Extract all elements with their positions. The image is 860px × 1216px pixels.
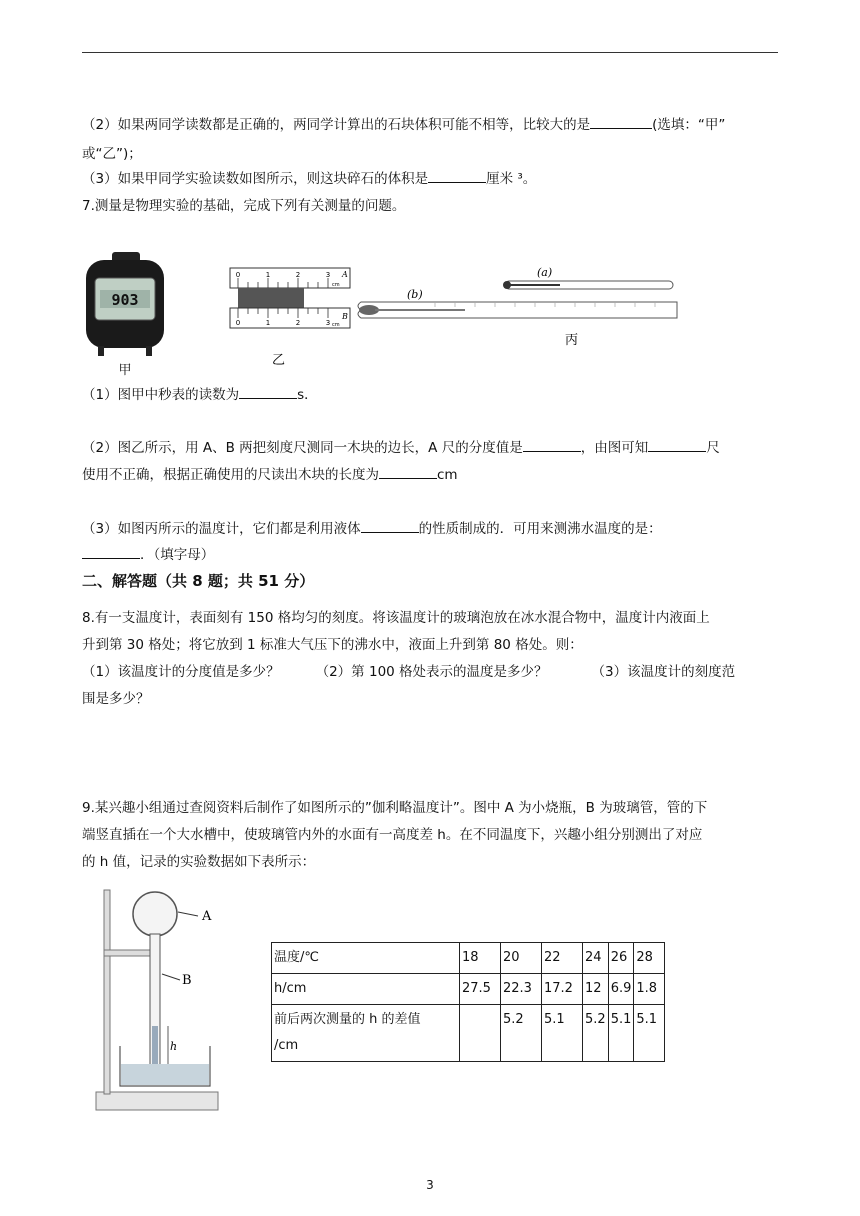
header-rule [82, 52, 778, 53]
label-a: A [202, 909, 212, 924]
q7-stem: 7.测量是物理实验的基础，完成下列有关测量的问题。 [82, 198, 406, 214]
section-heading: 二、解答题（共 8 题；共 51 分） [82, 572, 315, 590]
table-cell: 1.8 [634, 974, 665, 1005]
flask-a [133, 892, 177, 936]
q7-part3-line1: （3）如图丙所示的温度计，它们都是利用液体 的性质制成的．可用来测沸水温度的是： [82, 518, 662, 539]
table-cell: 18 [460, 943, 501, 974]
q8-line1: 8.有一支温度计，表面刻有 150 格均匀的刻度。将该温度计的玻璃泡放在冰水混合物中，温度计内液面上 [82, 610, 710, 626]
wood-block [238, 288, 304, 308]
ruler-figure [228, 266, 358, 376]
table-cell: 5.1 [634, 1005, 665, 1062]
table-cell: 6.9 [608, 974, 634, 1005]
answer-blank[interactable] [590, 114, 652, 129]
galileo-thermometer-figure [92, 886, 227, 1116]
q7-part2-line2: 使用不正确，根据正确使用的尺读出木块的长度为 cm [82, 464, 458, 485]
figure-label-yi: 乙 [272, 353, 286, 368]
answer-blank[interactable] [648, 437, 706, 452]
q8-sub3-cont: 围是多少？ [82, 691, 150, 707]
q8-line2: 升到第 30 格处；将它放到 1 标准大气压下的沸水中，液面上升到第 80 格处。则： [82, 637, 583, 653]
table-cell [460, 1005, 501, 1062]
table-header-cell: h/cm [272, 974, 460, 1005]
answer-blank[interactable] [82, 544, 140, 559]
ruler-tick-label: 0 [235, 271, 241, 279]
table-cell: 22 [542, 943, 583, 974]
table-cell: 27.5 [460, 974, 501, 1005]
table-cell: 17.2 [542, 974, 583, 1005]
ruler-b-label: B [342, 312, 348, 321]
ruler-tick-label: 2 [295, 319, 301, 327]
ruler-unit: cm [332, 322, 340, 328]
table-row [272, 974, 665, 1005]
q9-line2: 端竖直插在一个大水槽中，使玻璃管内外的水面有一高度差 h。在不同温度下，兴趣小组分别测出了对应 [82, 827, 703, 843]
ruler-tick-label: 3 [325, 271, 331, 279]
table-cell: 24 [583, 943, 609, 974]
q9-line3: 的 h 值，记录的实验数据如下表所示： [82, 854, 316, 870]
q8-sub2: （2）第 100 格处表示的温度是多少？ [315, 664, 548, 680]
table-row [272, 1005, 665, 1062]
q6-part2-line2: 或“乙”)； [82, 146, 142, 162]
thermometer-a-label: (a) [537, 266, 553, 279]
stopwatch-leg-left [98, 346, 104, 356]
table-cell: 12 [583, 974, 609, 1005]
table-cell: 5.2 [583, 1005, 609, 1062]
table-header-cell: 温度/℃ [272, 943, 460, 974]
stopwatch-figure [82, 250, 172, 380]
q7-part2-line1: （2）图乙所示，用 A、B 两把刻度尺测同一木块的边长，A 尺的分度值是 ，由图可知 尺 [82, 437, 720, 458]
q8-sub3: （3）该温度计的刻度范 [591, 664, 736, 680]
stopwatch-display: 903 [111, 291, 139, 309]
data-table [271, 942, 665, 1062]
ruler-tick-label: 2 [295, 271, 301, 279]
table-cell: 5.1 [542, 1005, 583, 1062]
q6-part2-line1: （2）如果两同学读数都是正确的，两同学计算出的石块体积可能不相等，比较大的是 (选填：“甲” [82, 114, 725, 135]
q8-sub1: （1）该温度计的分度值是多少？ [82, 664, 280, 680]
q7-part1: （1）图甲中秒表的读数为 s． [82, 384, 318, 405]
answer-blank[interactable] [523, 437, 581, 452]
answer-blank[interactable] [239, 384, 297, 399]
base [96, 1092, 218, 1110]
table-row [272, 943, 665, 974]
q6-part3: （3）如果甲同学实验读数如图所示，则这块碎石的体积是 厘米 ³。 [82, 168, 536, 189]
ruler-tick-label: 3 [325, 319, 331, 327]
ruler-unit: cm [332, 282, 340, 288]
table-cell: 20 [501, 943, 542, 974]
table-cell: 28 [634, 943, 665, 974]
answer-blank[interactable] [379, 464, 437, 479]
q7-part3-line2: ．（填字母） [82, 544, 214, 565]
stand-rod [104, 890, 110, 1094]
table-cell: 22.3 [501, 974, 542, 1005]
stopwatch-leg-right [146, 346, 152, 356]
table-cell: 5.1 [608, 1005, 634, 1062]
table-cell: 5.2 [501, 1005, 542, 1062]
ruler-a-label: A [342, 270, 348, 279]
h-label: h [170, 1040, 178, 1053]
figure-label-bing: 丙 [565, 333, 579, 348]
label-b: B [182, 973, 192, 988]
ruler-tick-label: 0 [235, 319, 241, 327]
tank-water [121, 1064, 209, 1085]
table-cell: 26 [608, 943, 634, 974]
q9-line1: 9.某兴趣小组通过查阅资料后制作了如图所示的”伽利略温度计”。图中 A 为小烧瓶，B 为玻璃管，管的下 [82, 800, 708, 816]
leader-b [162, 974, 180, 980]
leader-a [178, 912, 198, 916]
figure-label-jia: 甲 [118, 363, 132, 378]
thermometer-figure [355, 262, 680, 352]
tube-water [152, 1026, 158, 1068]
page-number: 3 [426, 1178, 434, 1192]
answer-blank[interactable] [361, 518, 419, 533]
table-header-cell: 前后两次测量的 h 的差值 /cm [272, 1005, 460, 1062]
ruler-tick-label: 1 [265, 271, 271, 279]
answer-blank[interactable] [428, 168, 486, 183]
ruler-tick-label: 1 [265, 319, 271, 327]
q8-subquestions [82, 662, 735, 682]
thermometer-b-label: (b) [407, 288, 423, 301]
